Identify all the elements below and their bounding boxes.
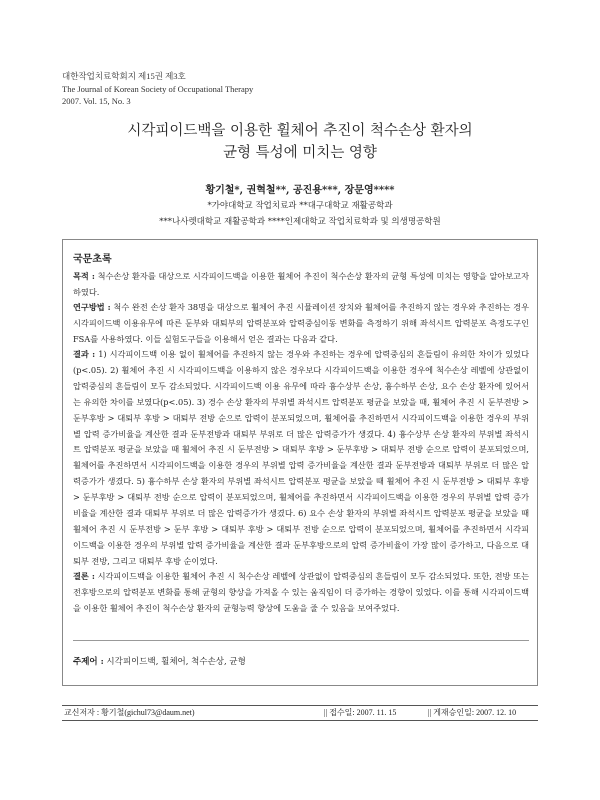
abstract-box <box>62 239 538 686</box>
keywords-label: 주제어 : <box>73 657 104 667</box>
abstract-method <box>73 300 529 348</box>
purpose-text: 척수손상 환자를 대상으로 시각피이드백을 이용한 휠체어 추진이 척수손상 환자의 균형 특성에 미치는 영향을 알아보고자 하였다. <box>73 271 529 297</box>
abstract-conclusion <box>73 569 529 617</box>
method-label: 연구방법 : <box>73 302 111 312</box>
affiliation-line1: *가야대학교 작업치료과 **대구대학교 재활공학과 <box>207 201 393 211</box>
journal-volume: 2007. Vol. 15, No. 3 <box>62 96 131 106</box>
paper-title-line1: 시각피이드백을 이용한 휠체어 추진이 척수손상 환자의 <box>127 123 473 139</box>
paper-title <box>0 120 600 164</box>
received-date: || 접수일: 2007. 11. 15 <box>324 708 397 717</box>
result-text: 1) 시각피이드백 이용 없이 휠체어를 추진하지 않는 경우와 추진하는 경우에 압력중심의 흔들림이 유의한 차이가 있었다(p<.05). 2) 휠체어 추진 시 시각피이드백을 이용하지 않은 경우보다 시각피이드백을 이용한 경우에 척수손상 레벨에 상관없이 압력중심의 흔들림이 모두 감소되었다. 시각피이드백 이용 유무에 따라 흉수상부 손상, 흉수하부 손상, 요수 손상 환자에 있어서는 유의한 차이를 보였다(p<.05). 3) 경수 손상 환자의 부위별 좌석시트 압력분포 평균을 보았을 때, 휠체어 추진 시 둔부전방 > 둔부후방 > 대퇴부 후방 > 대퇴부 전방 순으로 압력이 분포되었으며, 휠체어를 추진하면서 시각피이드백을 이용한 경우의 부위별 압력 증가비율을 계산한 결과 둔부전방과 대퇴부 부위로 더 많은 압력증가가 생겼다. 4) 흉수상부 손상 환자의 부위별 좌석시트 압력분포 평균을 보았을 때 휠체어 추진 시 둔부전방 > 대퇴부 후방 > 둔부후방 > 대퇴부 전방 순으로 압력이 분포되었으며, 휠체어를 추진하면서 시각피이드백을 이용한 경우의 부위별 압력 증가비율을 계산한 결과 둔부전방과 대퇴부 부위로 더 많은 압력증가가 생겼다. 5) 흉수하부 손상 환자의 부위별 좌석시트 압력분포 평균을 보았을 때 휠체어 추진 시 둔부전방 > 대퇴부 후방 > 둔부후방 > 대퇴부 전방 순으로 압력이 분포되었으며, 휠체어를 추진하면서 시각피이드백을 이용한 경우의 부위별 압력 증가비율을 계산한 결과 대퇴부 부위로 더 많은 압력증가가 생겼다. 6) 요수 손상 환자의 부위별 좌석시트 압력분포 평균을 보았을 때 휠체어 추진 시 둔부전방 > 둔부 후방 > 대퇴부 후방 > 대퇴부 전방 순으로 압력이 분포되었으며, 휠체어를 추진하면서 시각피이드백을 이용한 경우의 부위별 압력 증가비율을 계산한 결과 둔부후방으로의 압력 증가비율이 가장 많이 증가하고, 다음으로 대퇴부 전방, 그리고 대퇴부 후방 순이었다. <box>73 349 529 566</box>
keywords-divider <box>73 640 529 641</box>
paper-title-line2: 균형 특성에 미치는 영향 <box>223 145 377 161</box>
method-text: 척수 완전 손상 환자 38명을 대상으로 휠체어 추진 시뮬레이션 장치와 휠체어를 추진하지 않는 경우와 추진하는 경우 시각피이드백 이용유무에 따른 둔부와 대퇴부의 압력분포와 압력중심이동 변화를 측정하기 위해 좌석시트 압력분포 측정도구인 FSA를 사용하였다. 이들 실험도구들을 이용해서 얻은 결과는 다음과 같다. <box>73 302 529 344</box>
author-list: 황기철*, 권혁철**, 공진용***, 장문영**** <box>205 185 395 196</box>
keywords <box>73 655 246 667</box>
journal-name-english: The Journal of Korean Society of Occupational Therapy <box>62 83 254 94</box>
affiliation-line2: ***나사렛대학교 재활공학과 ****인제대학교 작업치료학과 및 의생명공학원 <box>159 217 441 227</box>
keywords-text: 시각피이드백, 휠체어, 척수손상, 균형 <box>103 657 246 667</box>
corresponding-author: 교신저자 : 황기철(gichul73@daum.net) <box>64 708 195 717</box>
abstract-heading: 국문초록 <box>73 254 112 265</box>
journal-header <box>62 70 253 108</box>
abstract-purpose <box>73 269 529 301</box>
result-label: 결과 : <box>73 349 96 359</box>
abstract-result <box>73 347 529 570</box>
journal-name-korean: 대한작업치료학회지 제15권 제3호 <box>62 71 186 81</box>
conclusion-text: 시각피이드백을 이용한 휠체어 추진 시 척수손상 레벨에 상관없이 압력중심의 흔들림이 모두 감소되었다. 또한, 전방 또는 전후방으로의 압력분포 변화를 통해 균형의 향상을 가져올 수 있는 움직임이 더 증가하는 경향이 있었다. 이를 통해 시각피이드백을 이용한 휠체어 추진이 척수손상 환자의 균형능력 향상에 도움을 줄 수 있음을 보여주었다. <box>73 571 529 613</box>
purpose-label: 목적 : <box>73 271 95 281</box>
footer-bar <box>62 705 538 721</box>
conclusion-label: 결론 : <box>73 571 95 581</box>
accepted-date: || 게재승인일: 2007. 12. 10 <box>428 708 517 717</box>
